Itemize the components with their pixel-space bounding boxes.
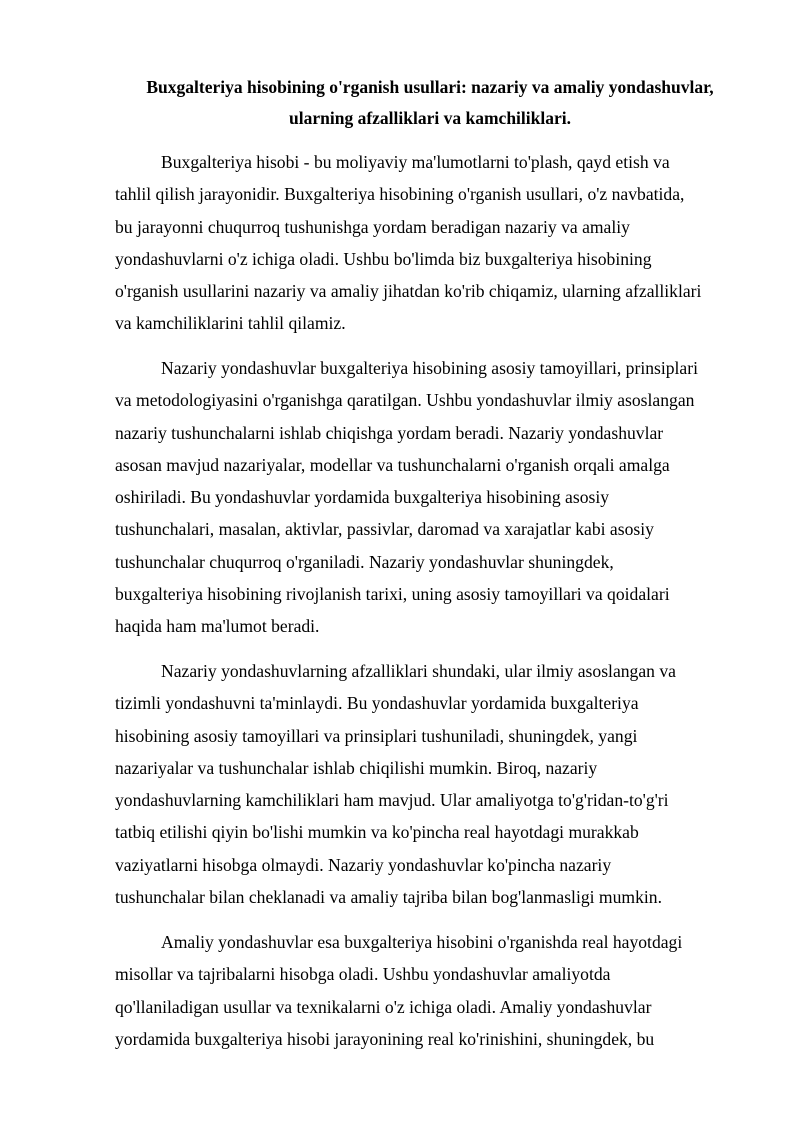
paragraph-theoretical-pros-cons [115, 655, 755, 913]
text-line: Amaliy yondashuvlar esa buxgalteriya hisobini o'rganishda real hayotdagi [161, 932, 683, 952]
text-line: vaziyatlarni hisobga olmaydi. Nazariy yondashuvlar ko'pincha nazariy [115, 854, 612, 875]
text-line: tushunchalari, masalan, aktivlar, passivlar, daromad va xarajatlar kabi asosiy [115, 519, 654, 540]
text-line: yordamida buxgalteriya hisobi jarayonining real ko'rinishini, shuningdek, bu [115, 1028, 655, 1049]
text-line: misollar va tajribalarni hisobga oladi. Ushbu yondashuvlar amaliyotda [115, 964, 611, 985]
text-line: va kamchiliklarini tahlil qilamiz. [115, 313, 346, 334]
text-line: o'rganish usullarini nazariy va amaliy jihatdan ko'rib chiqamiz, ularning afzalliklari [115, 281, 702, 302]
text-line: nazariyalar va tushunchalar ishlab chiqilishi mumkin. Biroq, nazariy [115, 757, 598, 778]
text-line: Buxgalteriya hisobi - bu moliyaviy ma'lumotlarni to'plash, qayd etish va [161, 152, 670, 172]
text-line: yondashuvlarning kamchiliklari ham mavjud. Ular amaliyotga to'g'ridan-to'g'ri [115, 790, 669, 811]
text-line: hisobining asosiy tamoyillari va prinsiplari tushuniladi, shuningdek, yangi [115, 725, 638, 746]
text-line: bu jarayonni chuqurroq tushunishga yordam beradigan nazariy va amaliy [115, 216, 630, 237]
text-line: tatbiq etilishi qiyin bo'lishi mumkin va ko'pincha real hayotdagi murakkab [115, 822, 639, 843]
text-line: tizimli yondashuvni ta'minlaydi. Bu yondashuvlar yordamida buxgalteriya [115, 693, 639, 714]
text-line: va metodologiyasini o'rganishga qaratilgan. Ushbu yondashuvlar ilmiy asoslangan [115, 390, 695, 411]
text-line: Nazariy yondashuvlar buxgalteriya hisobining asosiy tamoyillari, prinsiplari [161, 358, 698, 378]
text-line: tushunchalar chuqurroq o'rganiladi. Nazariy yondashuvlar shuningdek, [115, 551, 614, 572]
text-line: haqida ham ma'lumot beradi. [115, 616, 320, 637]
title-line: ularning afzalliklari va kamchiliklari. [289, 108, 571, 128]
title-line: Buxgalteriya hisobining o'rganish usullari: nazariy va amaliy yondashuvlar, [146, 77, 714, 97]
paragraph-theoretical-approaches [115, 352, 755, 643]
paragraph-practical-approaches [115, 926, 755, 1055]
text-line: nazariy tushunchalarni ishlab chiqishga yordam beradi. Nazariy yondashuvlar [115, 422, 664, 443]
text-line: tahlil qilish jarayonidir. Buxgalteriya hisobining o'rganish usullari, o'z navbatida, [115, 184, 685, 205]
document-title [100, 72, 760, 134]
text-line: buxgalteriya hisobining rivojlanish tarixi, uning asosiy tamoyillari va qoidalari [115, 584, 670, 605]
text-line: oshiriladi. Bu yondashuvlar yordamida buxgalteriya hisobining asosiy [115, 487, 610, 508]
text-line: Nazariy yondashuvlarning afzalliklari shundaki, ular ilmiy asoslangan va [161, 661, 676, 681]
paragraph-intro [115, 146, 755, 340]
text-line: asosan mavjud nazariyalar, modellar va tushunchalarni o'rganish orqali amalga [115, 454, 670, 475]
text-line: tushunchalar bilan cheklanadi va amaliy tajriba bilan bog'lanmasligi mumkin. [115, 887, 662, 908]
text-line: yondashuvlarni o'z ichiga oladi. Ushbu bo'limda biz buxgalteriya hisobining [115, 248, 652, 269]
text-line: qo'llaniladigan usullar va texnikalarni o'z ichiga oladi. Amaliy yondashuvlar [115, 996, 652, 1017]
